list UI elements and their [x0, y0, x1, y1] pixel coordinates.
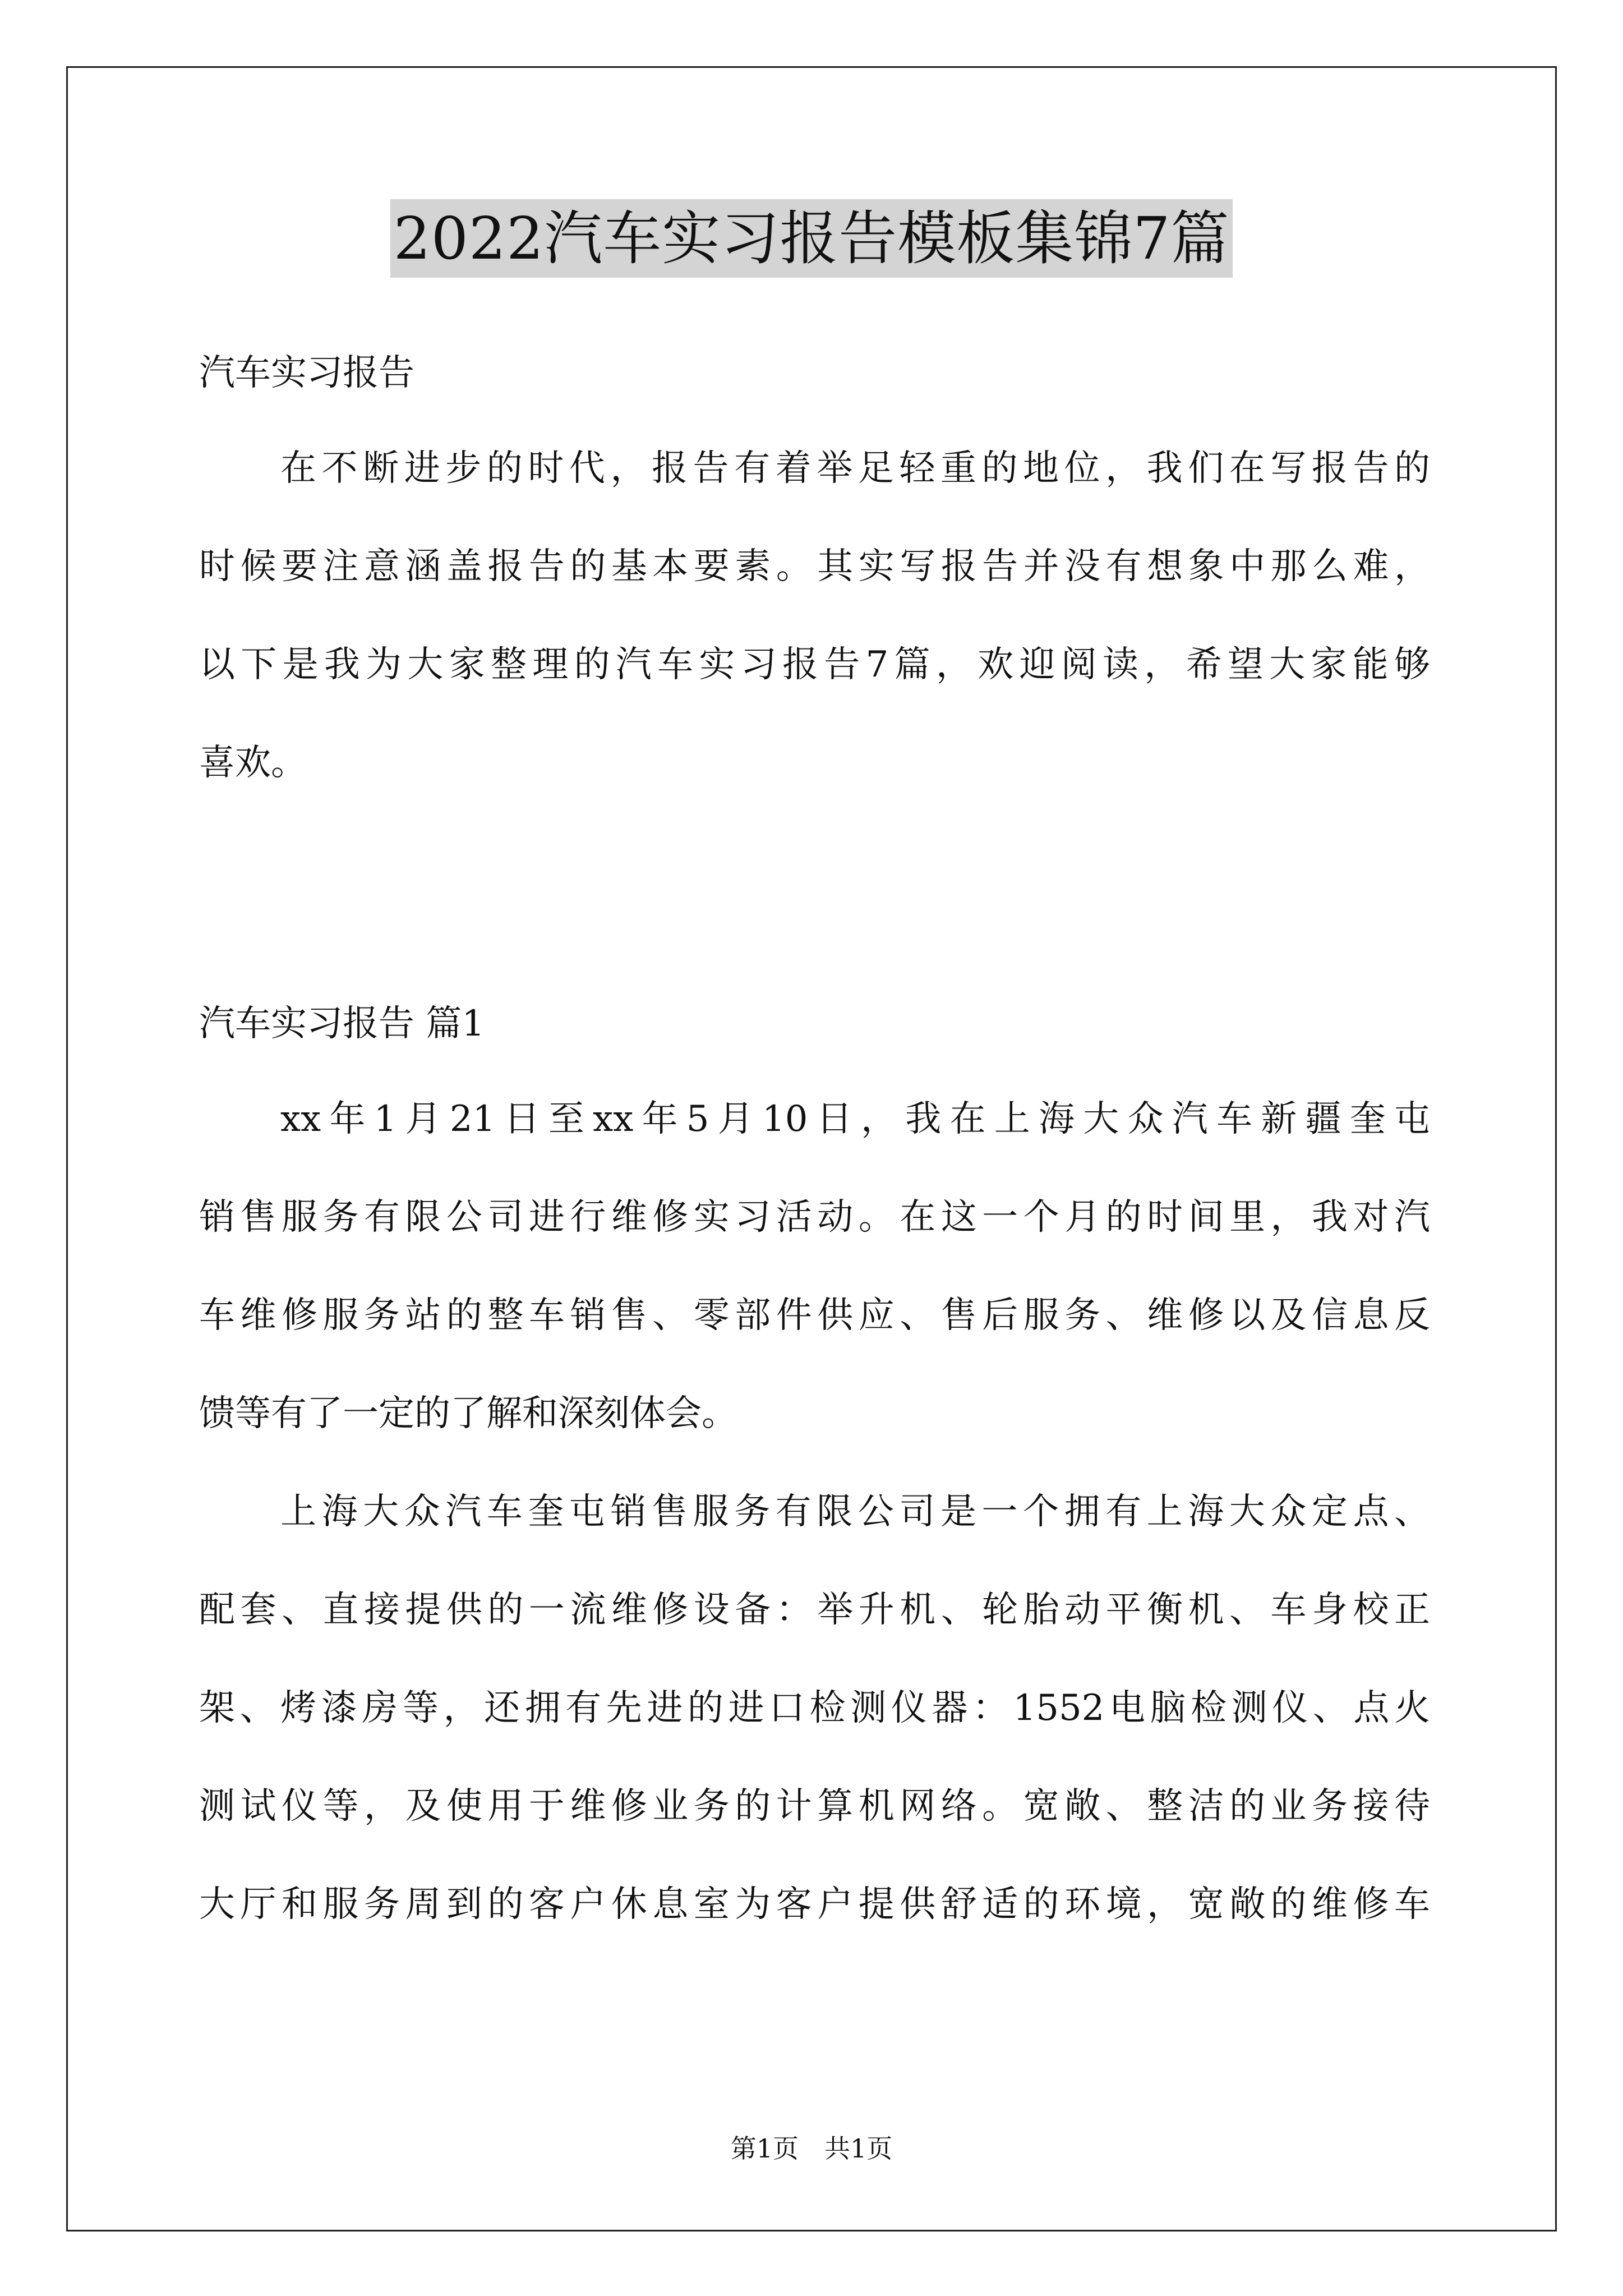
paragraph-line: 上海大众汽车奎屯销售服务有限公司是一个拥有上海大众定点、 — [280, 1491, 1430, 1533]
title-container — [0, 199, 1623, 278]
intro-line: 在不断进步的时代，报告有着举足轻重的地位，我们在写报告的 — [280, 448, 1430, 489]
paragraph-line: 车维修服务站的整车销售、零部件供应、售后服务、维修以及信息反 — [199, 1295, 1430, 1336]
paragraph-line: 配套、直接提供的一流维修设备：举升机、轮胎动平衡机、车身校正 — [199, 1589, 1430, 1631]
section-heading: 汽车实习报告 — [199, 352, 414, 394]
page-footer: 第1页 共1页 — [730, 2133, 893, 2164]
paragraph-line: 销售服务有限公司进行维修实习活动。在这一个月的时间里，我对汽 — [199, 1197, 1430, 1238]
document-title: 2022汽车实习报告模板集锦7篇 — [390, 199, 1233, 278]
article-heading: 汽车实习报告 篇1 — [199, 1003, 485, 1045]
paragraph-line: xx年1月21日至xx年5月10日，我在上海大众汽车新疆奎屯 — [280, 1098, 1430, 1140]
paragraph-line: 测试仪等，及使用于维修业务的计算机网络。宽敞、整洁的业务接待 — [199, 1786, 1430, 1827]
intro-line: 喜欢。 — [199, 742, 307, 784]
paragraph-line: 大厅和服务周到的客户休息室为客户提供舒适的环境，宽敞的维修车 — [199, 1884, 1430, 1925]
paragraph-line: 架、烤漆房等，还拥有先进的进口检测仪器：1552电脑检测仪、点火 — [199, 1687, 1430, 1729]
intro-line: 时候要注意涵盖报告的基本要素。其实写报告并没有想象中那么难， — [199, 546, 1430, 587]
intro-line: 以下是我为大家整理的汽车实习报告7篇，欢迎阅读，希望大家能够 — [199, 644, 1430, 685]
paragraph-line: 馈等有了一定的了解和深刻体会。 — [199, 1393, 737, 1434]
